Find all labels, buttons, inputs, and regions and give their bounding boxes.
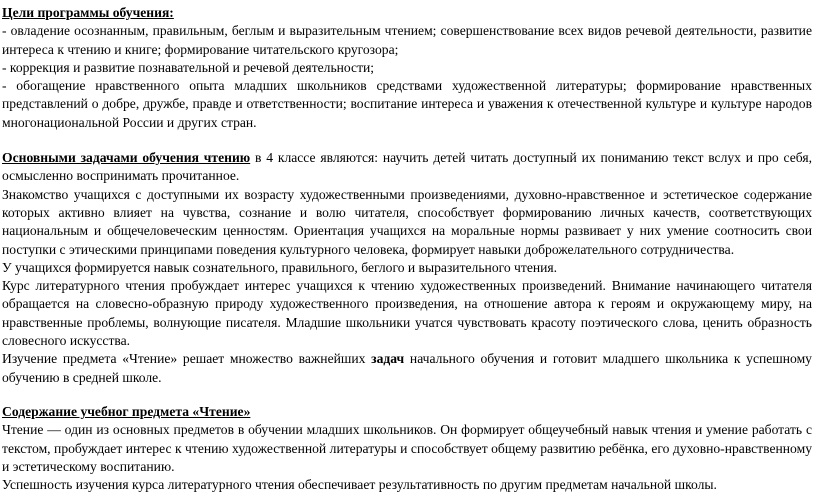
tasks-last-bold: задач: [371, 351, 405, 367]
tasks-heading: Основными задачами обучения чтению: [2, 150, 251, 166]
content-heading: Содержание учебног предмета «Чтение»: [2, 403, 251, 419]
goals-item: - коррекция и развитие познавательной и речевой деятельности;: [2, 59, 375, 75]
content-paragraph: Успешность изучения курса литературного чтения обеспечивает результативность по другим предметам начальной школы.: [2, 477, 717, 493]
goals-item: - обогащение нравственного опыта младших школьников средствами художественной литературы; формирование нравственных представлений о добре, дружбе, правде и ответственности; воспитание интереса и уважения к отечественной культуре и культуре народов многонациональной России и других стран.: [2, 78, 812, 130]
tasks-intro: [2, 149, 812, 186]
goals-item: - овладение осознанным, правильным, беглым и выразительным чтением; совершенствование всех видов речевой деятельности, развитие интереса к чтению и книге; формирование читательского кругозора;: [2, 23, 812, 57]
tasks-paragraph: Курс литературного чтения пробуждает интерес учащихся к чтению художественных произведений. Внимание начинающего читателя обращается на словесно-образную природу художественного произведения, на отношение автора к героям и окружающему миру, на нравственные проблемы, волнующие писателя. Младшие школьники учатся чувствовать красоту поэтического слова, ценить образность словесного искусства.: [2, 278, 812, 349]
tasks-last-after: начального обучения и готовит младшего школьника к успешному обучению в средней школе.: [2, 351, 812, 385]
tasks-heading-rest: в 4 классе являются: научить детей читать доступный их пониманию текст вслух и про себя, осмысленно воспринимать прочитанное.: [2, 150, 812, 184]
tasks-paragraph: У учащихся формируется навык сознательного, правильного, беглого и выразительного чтения.: [2, 259, 558, 275]
tasks-last-before: Изучение предмета «Чтение» решает множество важнейших: [2, 351, 372, 367]
tasks-last-paragraph: [2, 350, 812, 387]
goals-heading: Цели программы обучения:: [2, 5, 174, 20]
content-paragraph: Чтение — один из основных предметов в обучении младших школьников. Он формирует общеучебный навык чтения и умение работать с текстом, пробуждает интерес к чтению художественной литературы и способствует общему развитию ребёнка, его духовно-нравственному и эстетическому воспитанию.: [2, 422, 812, 474]
tasks-paragraph: Знакомство учащихся с доступными их возрасту художественными произведениями, духовно-нравственное и эстетическое содержание которых активно влияет на чувства, сознание и волю читателя, способствует формированию личных качеств, соответствующих национальным и общечеловеческим ценностям. Ориентация учащихся на моральные нормы развивает у них умение соотносить свои поступки с этическими принципами поведения культурного человека, формирует навыки доброжелательного сотрудничества.: [2, 186, 812, 257]
